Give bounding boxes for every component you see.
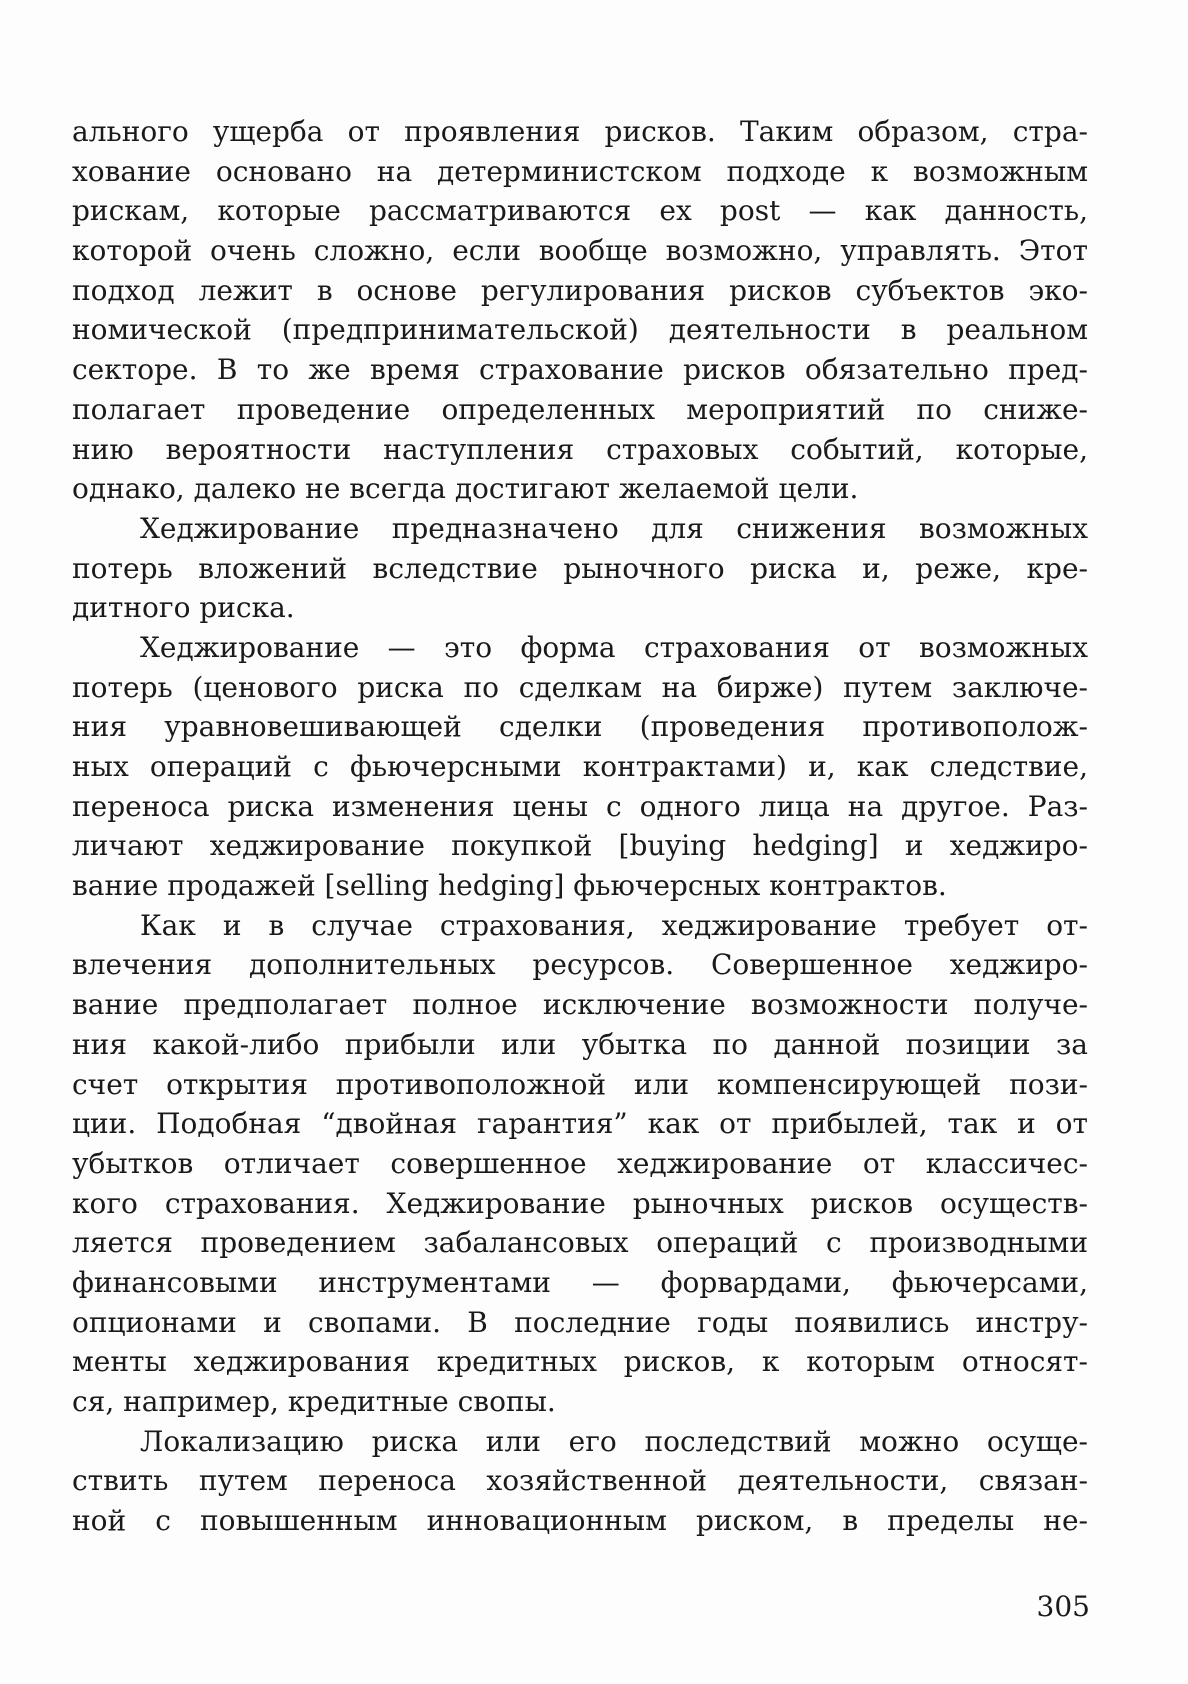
text-line: потерь вложений вследствие рыночного риска и, реже, кре- <box>72 551 1088 585</box>
text-line: ции. Подобная “двойная гарантия” как от прибылей, так и от <box>72 1107 1088 1141</box>
text-line: Хеджирование — это форма страхования от возможных <box>140 630 1088 664</box>
text-line: финансовыми инструментами — форвардами, фьючерсами, <box>72 1265 1088 1299</box>
text-line: вание продажей [selling hedging] фьючерсных контрактов. <box>72 869 947 903</box>
text-line: ных операций с фьючерсными контрактами) и, как следствие, <box>72 750 1088 783</box>
text-line: подход лежит в основе регулирования рисков субъектов эко- <box>72 273 1088 307</box>
text-line: ния какой-либо прибыли или убытка по данной позиции за <box>72 1027 1088 1061</box>
text-line: счет открытия противоположной или компенсирующей пози- <box>72 1067 1088 1101</box>
text-line: кого страхования. Хеджирование рыночных рисков осуществ- <box>72 1186 1088 1220</box>
text-line: ной с повышенным инновационным риском, в пределы не- <box>72 1504 1088 1538</box>
text-line: ляется проведением забалансовых операций с производными <box>72 1226 1088 1260</box>
text-line: рискам, которые рассматриваются ex post — как данность, <box>72 194 1089 228</box>
text-line: ся, например, кредитные свопы. <box>72 1385 556 1418</box>
text-line: личают хеджирование покупкой [buying hedging] и хеджиро- <box>72 829 1088 863</box>
text-line: ствить путем переноса хозяйственной деятельности, связан- <box>72 1464 1088 1498</box>
text-line: Хеджирование предназначено для снижения возможных <box>140 511 1088 545</box>
text-line: однако, далеко не всегда достигают желаемой цели. <box>72 472 859 506</box>
text-line: вание предполагает полное исключение возможности получе- <box>72 988 1088 1022</box>
page-number: 305 <box>1036 1590 1090 1623</box>
text-line: Локализацию риска или его последствий можно осуще- <box>140 1424 1088 1458</box>
text-line: номической (предпринимательской) деятельности в реальном <box>72 313 1088 347</box>
text-line: нию вероятности наступления страховых событий, которые, <box>72 432 1088 466</box>
text-line: которой очень сложно, если вообще возможно, управлять. Этот <box>72 234 1088 268</box>
text-line: переноса риска изменения цены с одного лица на другое. Раз- <box>72 789 1088 823</box>
text-line: ального ущерба от проявления рисков. Таким образом, стра- <box>72 115 1088 148</box>
text-line: менты хеджирования кредитных рисков, к которым относят- <box>72 1345 1088 1379</box>
body-text <box>72 112 1088 1541</box>
text-line: Как и в случае страхования, хеджирование требует от- <box>140 908 1088 942</box>
text-line: дитного риска. <box>72 591 295 625</box>
text-line: влечения дополнительных ресурсов. Совершенное хеджиро- <box>72 948 1088 982</box>
text-line: секторе. В то же время страхование рисков обязательно пред- <box>72 353 1088 387</box>
text-line: потерь (ценового риска по сделкам на бирже) путем заключе- <box>72 670 1088 704</box>
text-line: хование основано на детерминистском подходе к возможным <box>72 154 1088 188</box>
text-line: ния уравновешивающей сделки (проведения противополож- <box>72 710 1088 744</box>
text-line: полагает проведение определенных мероприятий по сниже- <box>72 392 1088 426</box>
text-line: убытков отличает совершенное хеджирование от классичес- <box>72 1146 1088 1180</box>
text-line: опционами и свопами. В последние годы появились инстру- <box>72 1305 1088 1339</box>
